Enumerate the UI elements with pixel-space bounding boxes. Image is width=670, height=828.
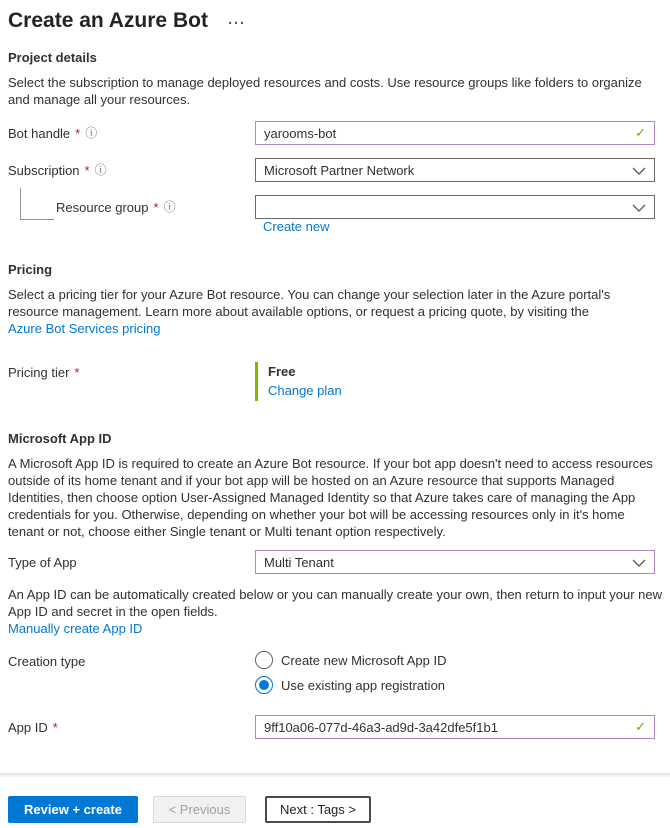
creation-type-label-group xyxy=(8,651,255,669)
radio-option-label: Create new Microsoft App ID xyxy=(281,652,447,668)
project-details-description: Select the subscription to manage deployed resources and costs. Use resource groups like folders to organize and manage all your resources. xyxy=(8,75,642,107)
resource-group-label: Resource group xyxy=(56,199,149,215)
creation-type-label: Creation type xyxy=(8,654,86,669)
subscription-dropdown[interactable] xyxy=(255,158,655,182)
radio-option-use-existing-registration[interactable] xyxy=(255,676,446,694)
review-create-button[interactable]: Review + create xyxy=(8,796,138,823)
valid-check-icon: ✓ xyxy=(635,719,646,734)
type-of-app-label: Type of App xyxy=(8,554,77,570)
info-icon[interactable]: ⓘ xyxy=(85,126,98,140)
type-of-app-dropdown[interactable] xyxy=(255,550,655,574)
chevron-down-icon xyxy=(632,167,646,176)
required-asterisk: * xyxy=(84,162,90,178)
pricing-description xyxy=(8,286,662,337)
auto-create-description xyxy=(8,586,662,637)
radio-option-create-new-app-id[interactable] xyxy=(255,651,446,669)
pricing-tier-label: Pricing tier xyxy=(8,365,70,380)
required-asterisk: * xyxy=(153,199,159,215)
chevron-down-icon xyxy=(632,559,646,568)
app-id-input[interactable] xyxy=(264,720,629,735)
microsoft-app-id-heading: Microsoft App ID xyxy=(8,431,112,446)
subscription-group xyxy=(8,158,662,234)
radio-selected-icon[interactable] xyxy=(255,676,273,694)
next-tags-button[interactable]: Next : Tags > xyxy=(265,796,371,823)
valid-check-icon: ✓ xyxy=(635,125,646,140)
auto-create-description-text: An App ID can be automatically created below or you can manually create your own, then return to input your new App ID and secret in the open fields. xyxy=(8,587,662,619)
pricing-heading: Pricing xyxy=(8,262,53,277)
more-options-icon[interactable]: ··· xyxy=(227,14,246,32)
required-asterisk: * xyxy=(74,365,80,380)
bot-handle-label: Bot handle xyxy=(8,125,71,141)
creation-type-row xyxy=(8,651,662,694)
project-details-heading: Project details xyxy=(8,50,97,65)
microsoft-app-id-description: A Microsoft App ID is required to create an Azure Bot resource. If your bot app doesn't need to access resources outside of its home tenant and if your bot app will be hosted on an Azure resource that supports Managed Identities, then choose option User-Assigned Managed Identity so that Azure takes care of managing the App credentials for you. Otherwise, depending on whether your bot will be accessing resources only in it's home tenant or not, choose either Single tenant or Multi tenant option respectively. xyxy=(8,456,653,539)
type-of-app-label-group xyxy=(8,555,255,570)
resource-group-row xyxy=(8,195,662,219)
pricing-tier-bar xyxy=(255,362,258,401)
bot-handle-label-group xyxy=(8,126,255,141)
bot-handle-row xyxy=(8,121,662,145)
subscription-label-group xyxy=(8,163,255,178)
footer-buttons xyxy=(0,777,670,828)
pricing-description-text: Select a pricing tier for your Azure Bot resource. You can change your selection later in the Azure portal's resource management. Learn more about available options, or request a pricing quote, by visiting the xyxy=(8,287,611,319)
bot-handle-field xyxy=(255,121,655,145)
manually-create-app-id-link[interactable]: Manually create App ID xyxy=(8,621,143,636)
subscription-label: Subscription xyxy=(8,162,80,178)
creation-type-options xyxy=(255,651,446,694)
pricing-tier-row xyxy=(8,362,662,401)
create-new-link[interactable]: Create new xyxy=(263,219,330,234)
required-asterisk: * xyxy=(75,125,81,141)
subscription-row xyxy=(8,158,662,182)
radio-unselected-icon[interactable] xyxy=(255,651,273,669)
create-azure-bot-page xyxy=(0,6,670,739)
app-id-label: App ID xyxy=(8,719,48,735)
change-plan-link[interactable]: Change plan xyxy=(268,383,342,398)
required-asterisk: * xyxy=(52,719,58,735)
resource-group-tree-connector xyxy=(20,188,54,220)
pricing-tier-label-group xyxy=(8,362,255,380)
pricing-tier-text xyxy=(268,362,342,401)
app-id-row xyxy=(8,715,662,739)
subscription-value: Microsoft Partner Network xyxy=(264,162,415,178)
chevron-down-icon xyxy=(632,204,646,213)
previous-button[interactable]: < Previous xyxy=(153,796,246,823)
bot-handle-input[interactable] xyxy=(264,126,629,141)
wizard-footer xyxy=(0,773,670,828)
type-of-app-row xyxy=(8,550,662,574)
info-icon[interactable]: ⓘ xyxy=(163,200,176,214)
pricing-tier-value-block xyxy=(255,362,342,401)
page-header xyxy=(8,6,662,36)
app-id-label-group xyxy=(8,720,255,735)
radio-option-label: Use existing app registration xyxy=(281,677,446,693)
resource-group-dropdown[interactable] xyxy=(255,195,655,219)
app-id-field xyxy=(255,715,655,739)
pricing-tier-value: Free xyxy=(268,364,296,379)
type-of-app-value: Multi Tenant xyxy=(264,554,334,570)
page-title: Create an Azure Bot xyxy=(8,9,208,32)
info-icon[interactable]: ⓘ xyxy=(94,163,107,177)
pricing-link[interactable]: Azure Bot Services pricing xyxy=(8,321,161,336)
